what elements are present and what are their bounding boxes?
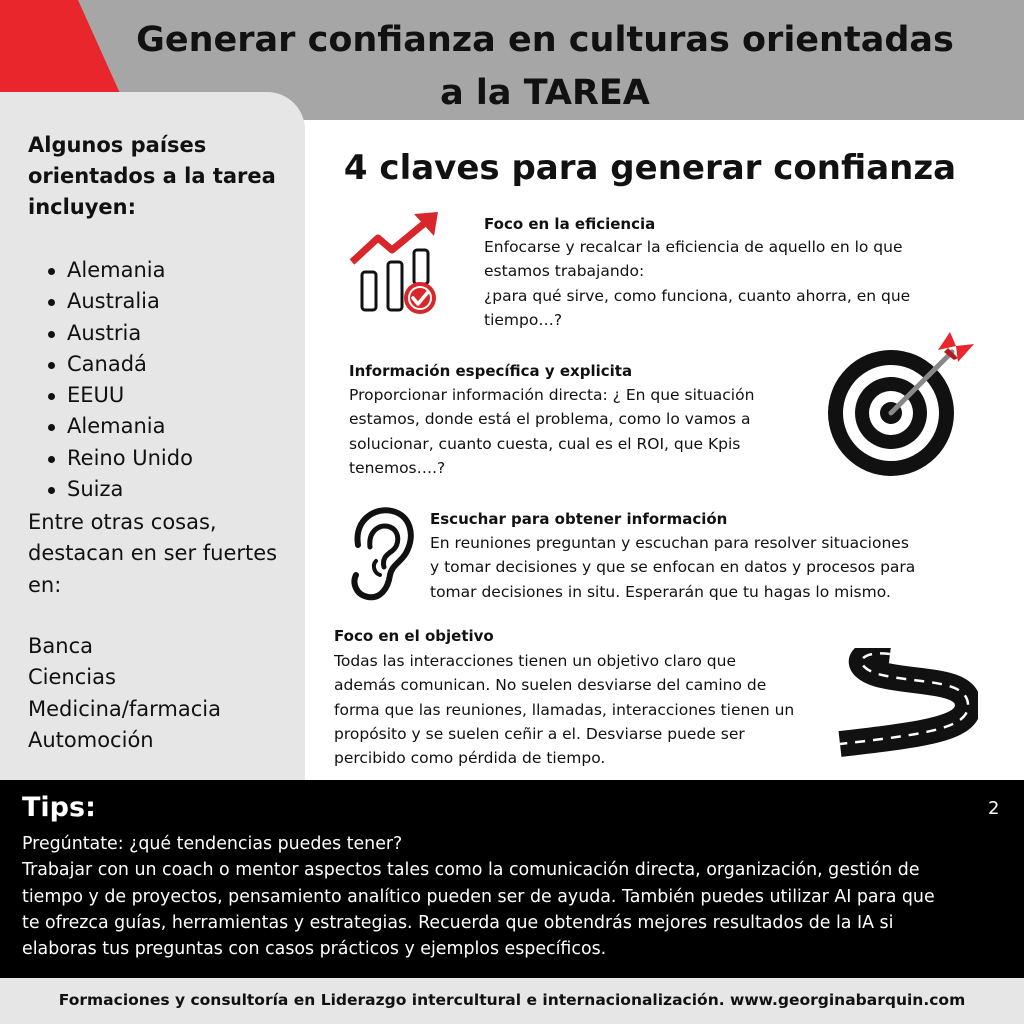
text-line: tomar decisiones in situ. Esperarán que tu hagas lo mismo. xyxy=(430,582,891,601)
text-line: forma que las reuniones, llamadas, interacciones tienen un xyxy=(334,700,795,719)
text-line: además comunican. No suelen desviarse del camino de xyxy=(334,676,767,695)
section-heading: 4 claves para generar confianza xyxy=(343,148,957,188)
target-icon xyxy=(826,330,976,480)
page-title-line1: Generar confianza en culturas orientadas xyxy=(136,20,954,60)
sector-item: Banca xyxy=(28,634,93,658)
ear-icon xyxy=(346,505,416,603)
page-title-line2: a la TAREA xyxy=(440,73,650,113)
tips-title: Tips: xyxy=(22,792,96,823)
country-item: Alemania xyxy=(46,255,193,286)
page-number: 2 xyxy=(988,798,1000,819)
sector-item: Medicina/farmacia xyxy=(28,696,221,721)
text-line: percibido como pérdida de tiempo. xyxy=(334,749,606,768)
road-icon xyxy=(828,648,978,758)
country-item: Australia xyxy=(46,286,193,317)
key-title-specific-info: Información específica y explicita xyxy=(349,362,633,380)
growth-chart-icon xyxy=(348,210,440,318)
key-title-objective: Foco en el objetivo xyxy=(334,627,494,645)
sector-item: Ciencias xyxy=(28,665,116,690)
text-line: Proporcionar información directa: ¿ En que situación xyxy=(349,386,755,404)
text-line: Enfocarse y recalcar la eficiencia de aquello en lo que xyxy=(484,238,903,256)
text-line: solucionar, cuanto cuesta, cual es el ROI, que Kpis xyxy=(349,434,741,453)
text-line: Todas las interacciones tienen un objetivo claro que xyxy=(334,652,736,670)
country-item: Suiza xyxy=(46,474,193,505)
text-line: tiempo…? xyxy=(484,310,563,329)
tips-text xyxy=(22,831,1012,962)
tips-line: tiempo y de proyectos, pensamiento analítico pueden ser de ayuda. También puedes utilizar AI para que xyxy=(22,886,935,907)
key-text-listening xyxy=(430,531,915,604)
key-title-listening: Escuchar para obtener información xyxy=(430,510,728,528)
text-line: tenemos….? xyxy=(349,458,446,477)
country-item: Austria xyxy=(46,318,193,349)
country-list xyxy=(46,255,193,505)
tips-line: te ofrezca guías, herramientas y estrategias. Recuerda que obtendrás mejores resultados de la IA si xyxy=(22,912,894,933)
sidebar-strengths-text: Entre otras cosas, destacan en ser fuertes en: xyxy=(28,510,278,597)
text-line: ¿para qué sirve, como funciona, cuanto ahorra, en que xyxy=(484,286,911,305)
text-line: estamos, donde está el problema, como lo vamos a xyxy=(349,410,751,429)
tips-line: Pregúntate: ¿qué tendencias puedes tener? xyxy=(22,834,403,854)
tips-line: Trabajar con un coach o mentor aspectos tales como la comunicación directa, organización, gestión de xyxy=(22,860,920,881)
sidebar-title: Algunos países orientados a la tarea incluyen: xyxy=(28,133,276,219)
country-item: Alemania xyxy=(46,411,193,442)
country-item: Canadá xyxy=(46,349,193,380)
footer-text: Formaciones y consultoría en Liderazgo intercultural e internacionalización. www.georginabarquin.com xyxy=(58,991,966,1009)
text-line: En reuniones preguntan y escuchan para resolver situaciones xyxy=(430,534,909,552)
text-line: y tomar decisiones y que se enfocan en datos y procesos para xyxy=(430,558,916,577)
key-text-objective xyxy=(334,649,794,770)
sector-list xyxy=(28,631,221,756)
country-item: EEUU xyxy=(46,380,193,411)
country-item: Reino Unido xyxy=(46,443,193,474)
sector-item: Automoción xyxy=(28,727,154,752)
key-text-specific-info xyxy=(349,383,754,480)
key-title-efficiency: Foco en la eficiencia xyxy=(484,215,656,233)
tips-line: elaboras tus preguntas con casos prácticos y ejemplos específicos. xyxy=(22,939,607,960)
text-line: propósito y se suelen ceñir a el. Desviarse puede ser xyxy=(334,724,745,743)
key-text-efficiency xyxy=(484,235,910,332)
text-line: estamos trabajando: xyxy=(484,262,645,281)
